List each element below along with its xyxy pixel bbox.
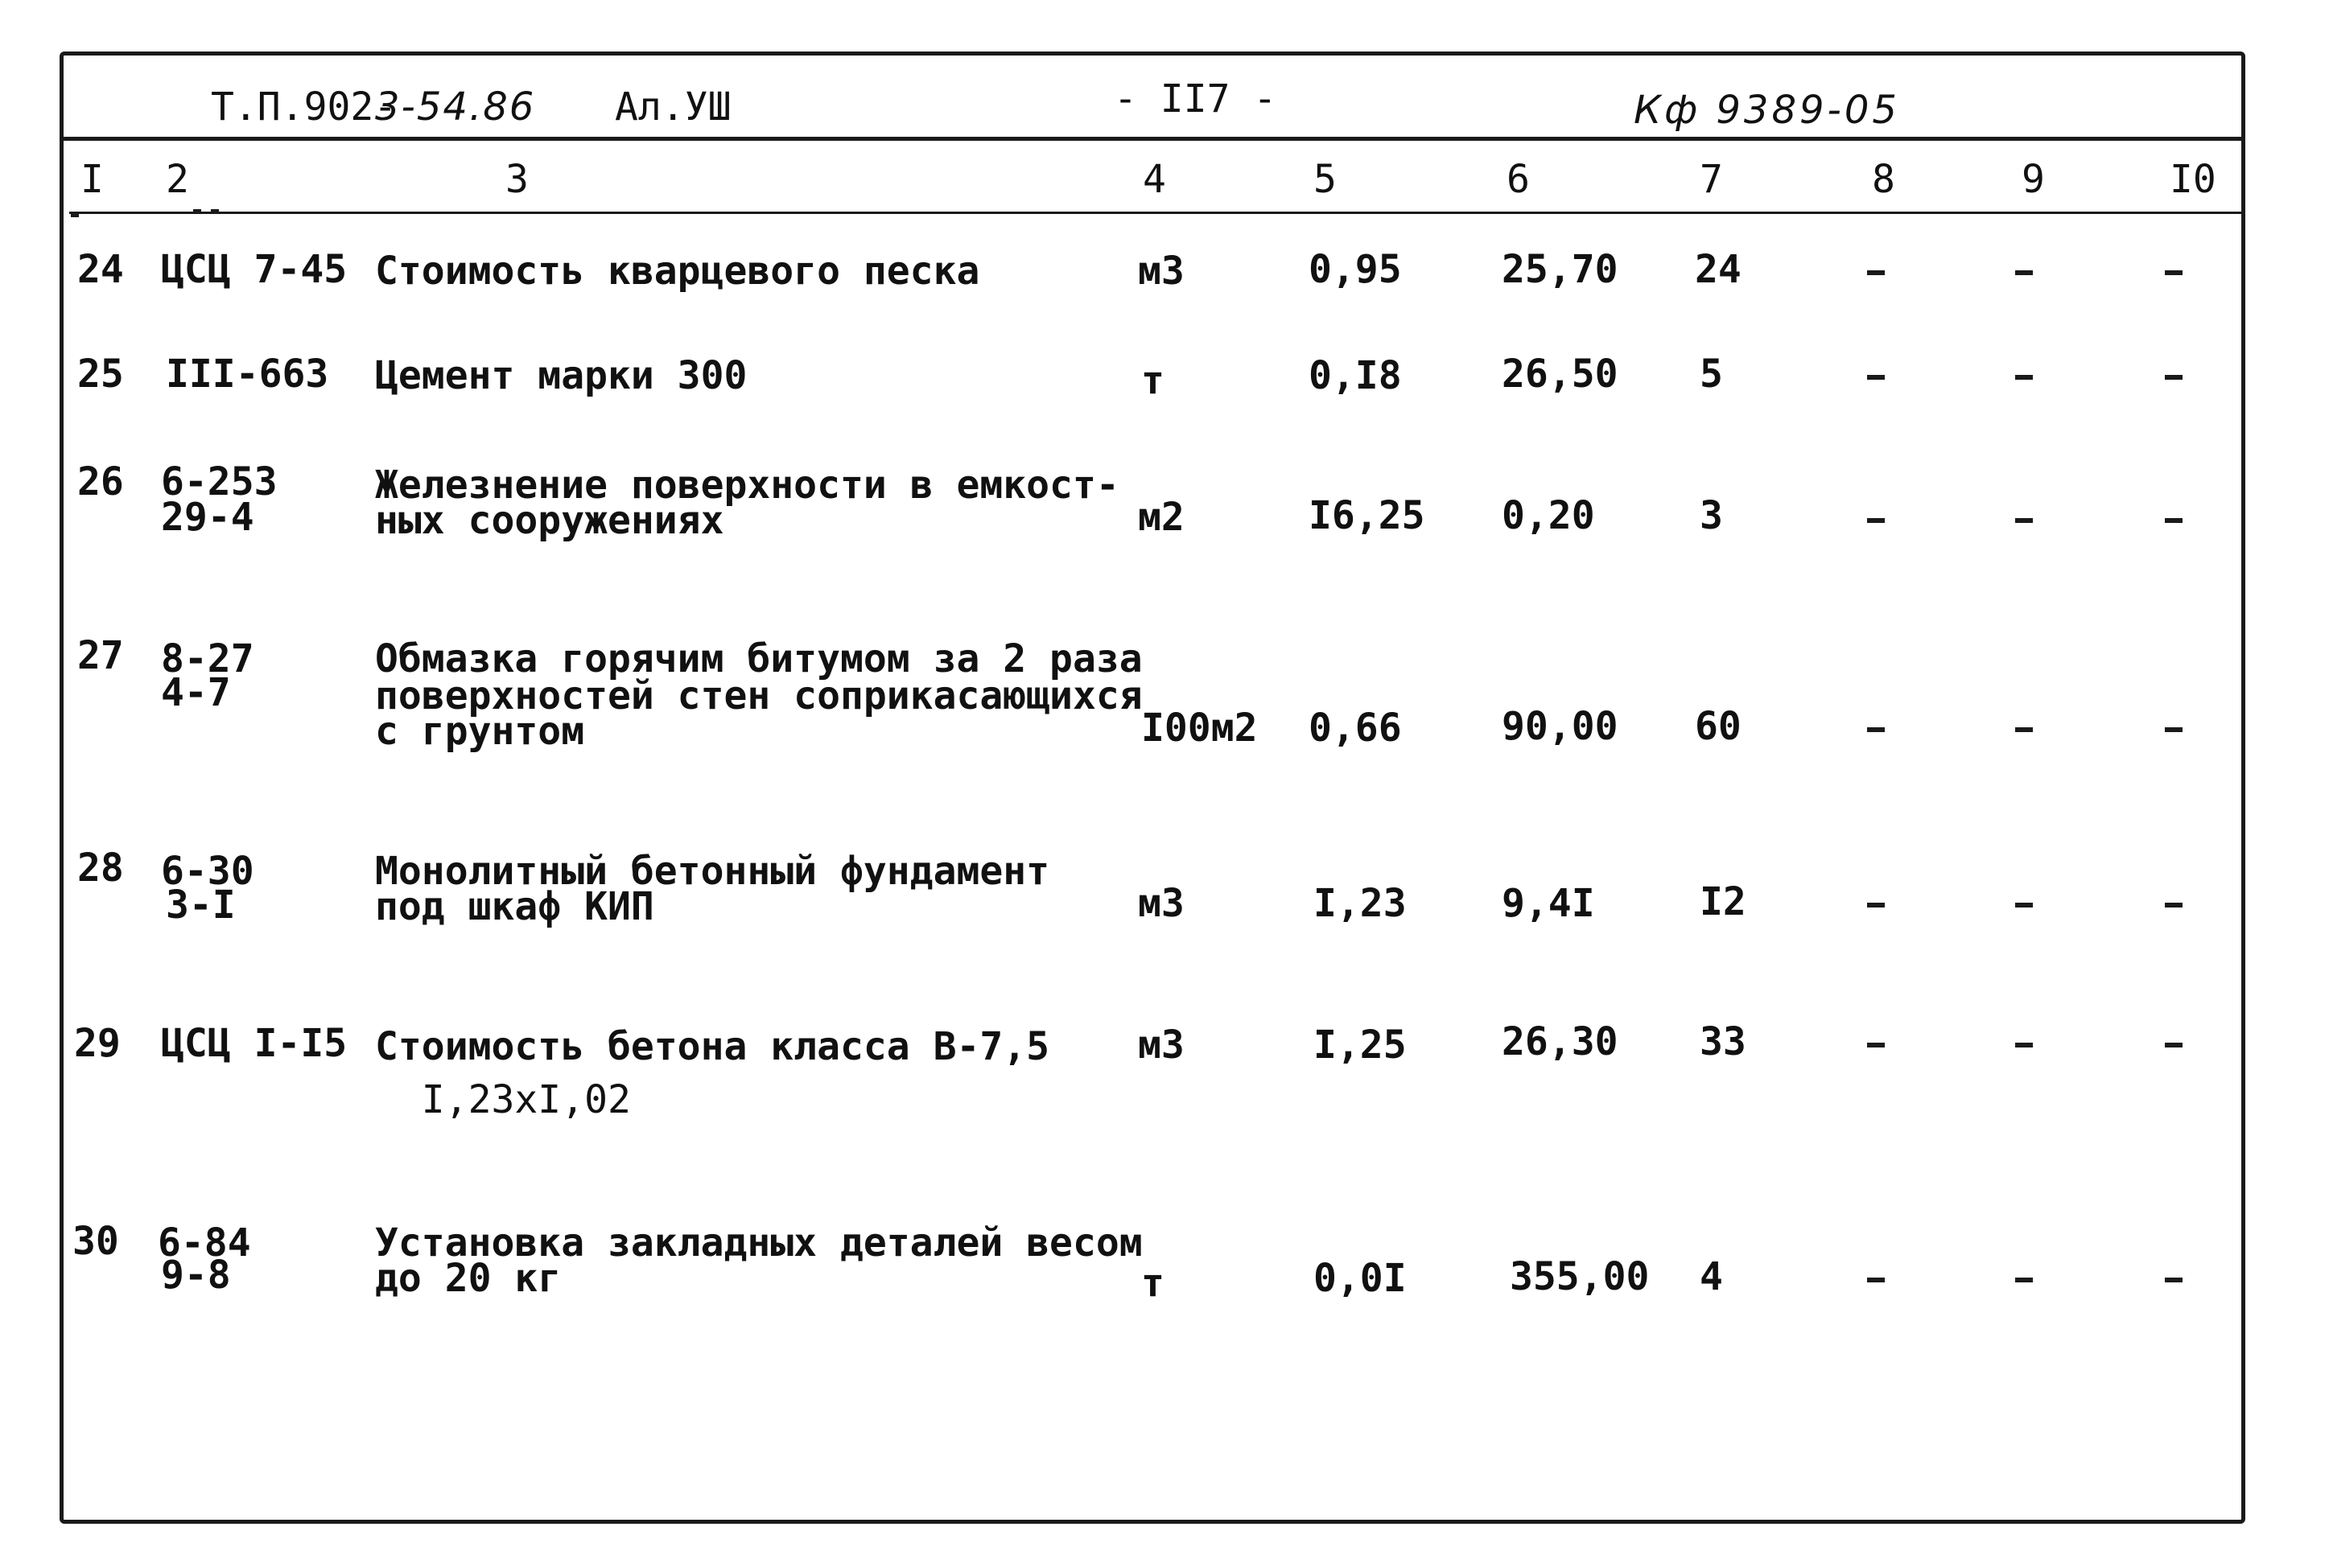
empty-cell-9 (2015, 270, 2033, 275)
empty-cell-10 (2165, 903, 2183, 907)
empty-cell-8 (1867, 1043, 1885, 1047)
norm-code: 6-253 (161, 459, 278, 504)
unit: м3 (1138, 881, 1185, 926)
quantity: I,23 (1313, 881, 1407, 926)
empty-cell-10 (2165, 518, 2183, 523)
quantity: 0,I8 (1309, 353, 1402, 398)
empty-cell-8 (1867, 518, 1885, 523)
row-number: 25 (77, 352, 124, 397)
column-header-7: 7 (1700, 157, 1723, 202)
page-number: - II7 - (1114, 76, 1277, 121)
unit-price: 25,70 (1502, 247, 1618, 292)
column-header-2: 2 (166, 157, 189, 202)
row-number: 24 (77, 247, 124, 292)
work-description: до 20 кг (375, 1256, 562, 1301)
column-header-5: 5 (1313, 157, 1337, 202)
unit: т (1141, 358, 1164, 403)
unit-price: 90,00 (1502, 704, 1618, 749)
quantity: 0,0I (1313, 1256, 1407, 1301)
work-description: Цемент марки 300 (375, 353, 748, 398)
unit-price: 9,4I (1502, 881, 1595, 926)
scan-speck (211, 209, 219, 212)
norm-code: ЦСЦ I-I5 (161, 1021, 348, 1066)
column-header-4: 4 (1143, 157, 1166, 202)
unit-price: 0,20 (1502, 493, 1595, 538)
empty-cell-9 (2015, 1043, 2033, 1047)
norm-code: 9-8 (161, 1253, 231, 1298)
norm-code: ЦСЦ 7-45 (161, 247, 348, 292)
row-number: 29 (74, 1021, 121, 1066)
doc-number: 3-54.86 (375, 84, 536, 130)
row-number: 30 (72, 1219, 119, 1264)
total-cost: 24 (1695, 247, 1742, 292)
quantity: I,25 (1313, 1023, 1407, 1068)
quantity: 0,95 (1309, 247, 1402, 292)
column-header-divider (69, 212, 2242, 214)
total-cost: 4 (1700, 1254, 1723, 1299)
work-description: Монолитный бетонный фундамент (375, 849, 1050, 894)
norm-code: 6-30 (161, 849, 254, 894)
header-divider (60, 137, 2245, 141)
norm-code: 29-4 (161, 495, 254, 540)
work-description: Стоимость бетона класса В-7,5 (375, 1024, 1050, 1069)
work-description: под шкаф КИП (375, 884, 654, 929)
norm-code: 3-I (166, 883, 236, 928)
column-header-10: I0 (2170, 157, 2216, 202)
empty-cell-8 (1867, 903, 1885, 907)
work-description: поверхностей стен соприкасающихся (375, 673, 1143, 718)
empty-cell-9 (2015, 518, 2033, 523)
unit: м3 (1138, 1023, 1185, 1068)
column-header-6: 6 (1507, 157, 1530, 202)
total-cost: 3 (1700, 493, 1723, 538)
doc-prefix: Т.П.902- (211, 84, 398, 130)
unit-price: 26,30 (1502, 1019, 1618, 1064)
doc-code: Кф 9389-05 (1634, 88, 1900, 133)
empty-cell-10 (2165, 727, 2183, 732)
norm-code: 8-27 (161, 636, 254, 681)
unit: I00м2 (1141, 706, 1258, 751)
quantity: I6,25 (1309, 493, 1425, 538)
scan-speck (71, 214, 79, 217)
row-number: 27 (77, 633, 124, 678)
empty-cell-10 (2165, 270, 2183, 275)
total-cost: I2 (1700, 879, 1746, 924)
empty-cell-8 (1867, 727, 1885, 732)
unit: м3 (1138, 249, 1185, 294)
work-description: ных сооружениях (375, 498, 724, 543)
total-cost: 60 (1695, 704, 1742, 749)
work-description: Установка закладных деталей весом (375, 1220, 1143, 1266)
empty-cell-10 (2165, 375, 2183, 380)
empty-cell-10 (2165, 1278, 2183, 1282)
unit-price: 355,00 (1510, 1254, 1650, 1299)
unit: м2 (1138, 495, 1185, 540)
norm-code: III-663 (166, 352, 329, 397)
empty-cell-8 (1867, 270, 1885, 275)
empty-cell-9 (2015, 375, 2033, 380)
empty-cell-9 (2015, 1278, 2033, 1282)
empty-cell-9 (2015, 727, 2033, 732)
norm-code: 6-84 (158, 1220, 251, 1266)
quantity: 0,66 (1309, 706, 1402, 751)
empty-cell-8 (1867, 1278, 1885, 1282)
column-header-1: I (80, 157, 104, 202)
empty-cell-10 (2165, 1043, 2183, 1047)
work-description: Обмазка горячим битумом за 2 раза (375, 636, 1143, 681)
total-cost: 33 (1700, 1019, 1746, 1064)
work-description: Стоимость кварцевого песка (375, 249, 980, 294)
norm-code: 4-7 (161, 670, 231, 715)
scan-speck (193, 209, 201, 212)
column-header-3: 3 (505, 157, 529, 202)
empty-cell-8 (1867, 375, 1885, 380)
unit: т (1141, 1261, 1164, 1306)
row-number: 28 (77, 846, 124, 891)
album-label: Ал.УШ (615, 84, 732, 130)
column-header-9: 9 (2022, 157, 2045, 202)
work-description: Железнение поверхности в емкост- (375, 463, 1119, 508)
calculation-note: I,23xI,02 (375, 1077, 631, 1122)
empty-cell-9 (2015, 903, 2033, 907)
work-description: с грунтом (375, 709, 585, 754)
total-cost: 5 (1700, 352, 1723, 397)
column-header-8: 8 (1872, 157, 1895, 202)
unit-price: 26,50 (1502, 352, 1618, 397)
row-number: 26 (77, 459, 124, 504)
